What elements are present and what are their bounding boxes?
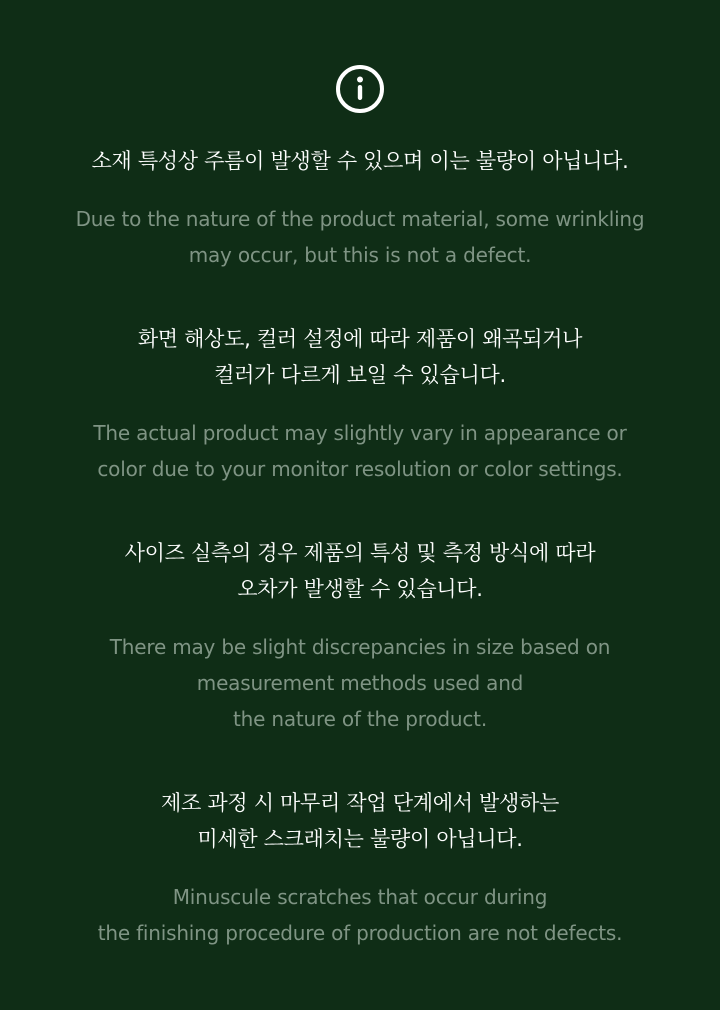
notice-korean-text: 소재 특성상 주름이 발생할 수 있으며 이는 불량이 아닙니다.: [91, 149, 629, 173]
notice-size-measurement: [0, 535, 720, 607]
notice-scratches: [0, 785, 720, 857]
notice-display-color: [0, 321, 720, 393]
notice-scratches-translation: [0, 879, 720, 951]
notice-size-measurement-translation: [0, 629, 720, 737]
notice-korean-text: 사이즈 실측의 경우 제품의 특성 및 측정 방식에 따라 오차가 발생할 수 있습니다.: [124, 541, 596, 601]
notice-english-text: Minuscule scratches that occur during the finishing procedure of production are not defects.: [97, 885, 623, 945]
notice-english-text: Due to the nature of the product material, some wrinkling may occur, but this is not a defect.: [75, 207, 645, 267]
notice-display-color-translation: [0, 415, 720, 487]
notice-english-text: The actual product may slightly vary in appearance or color due to your monitor resolution or color settings.: [93, 421, 627, 481]
notice-wrinkling: [0, 143, 720, 179]
notice-wrinkling-translation: [0, 201, 720, 273]
info-icon: [334, 63, 386, 115]
notice-english-text: There may be slight discrepancies in size based on measurement methods used and the nature of the product.: [109, 635, 611, 731]
notice-korean-text: 화면 해상도, 컬러 설정에 따라 제품이 왜곡되거나 컬러가 다르게 보일 수 있습니다.: [137, 327, 583, 387]
notice-korean-text: 제조 과정 시 마무리 작업 단계에서 발생하는 미세한 스크래치는 불량이 아닙니다.: [161, 791, 559, 851]
